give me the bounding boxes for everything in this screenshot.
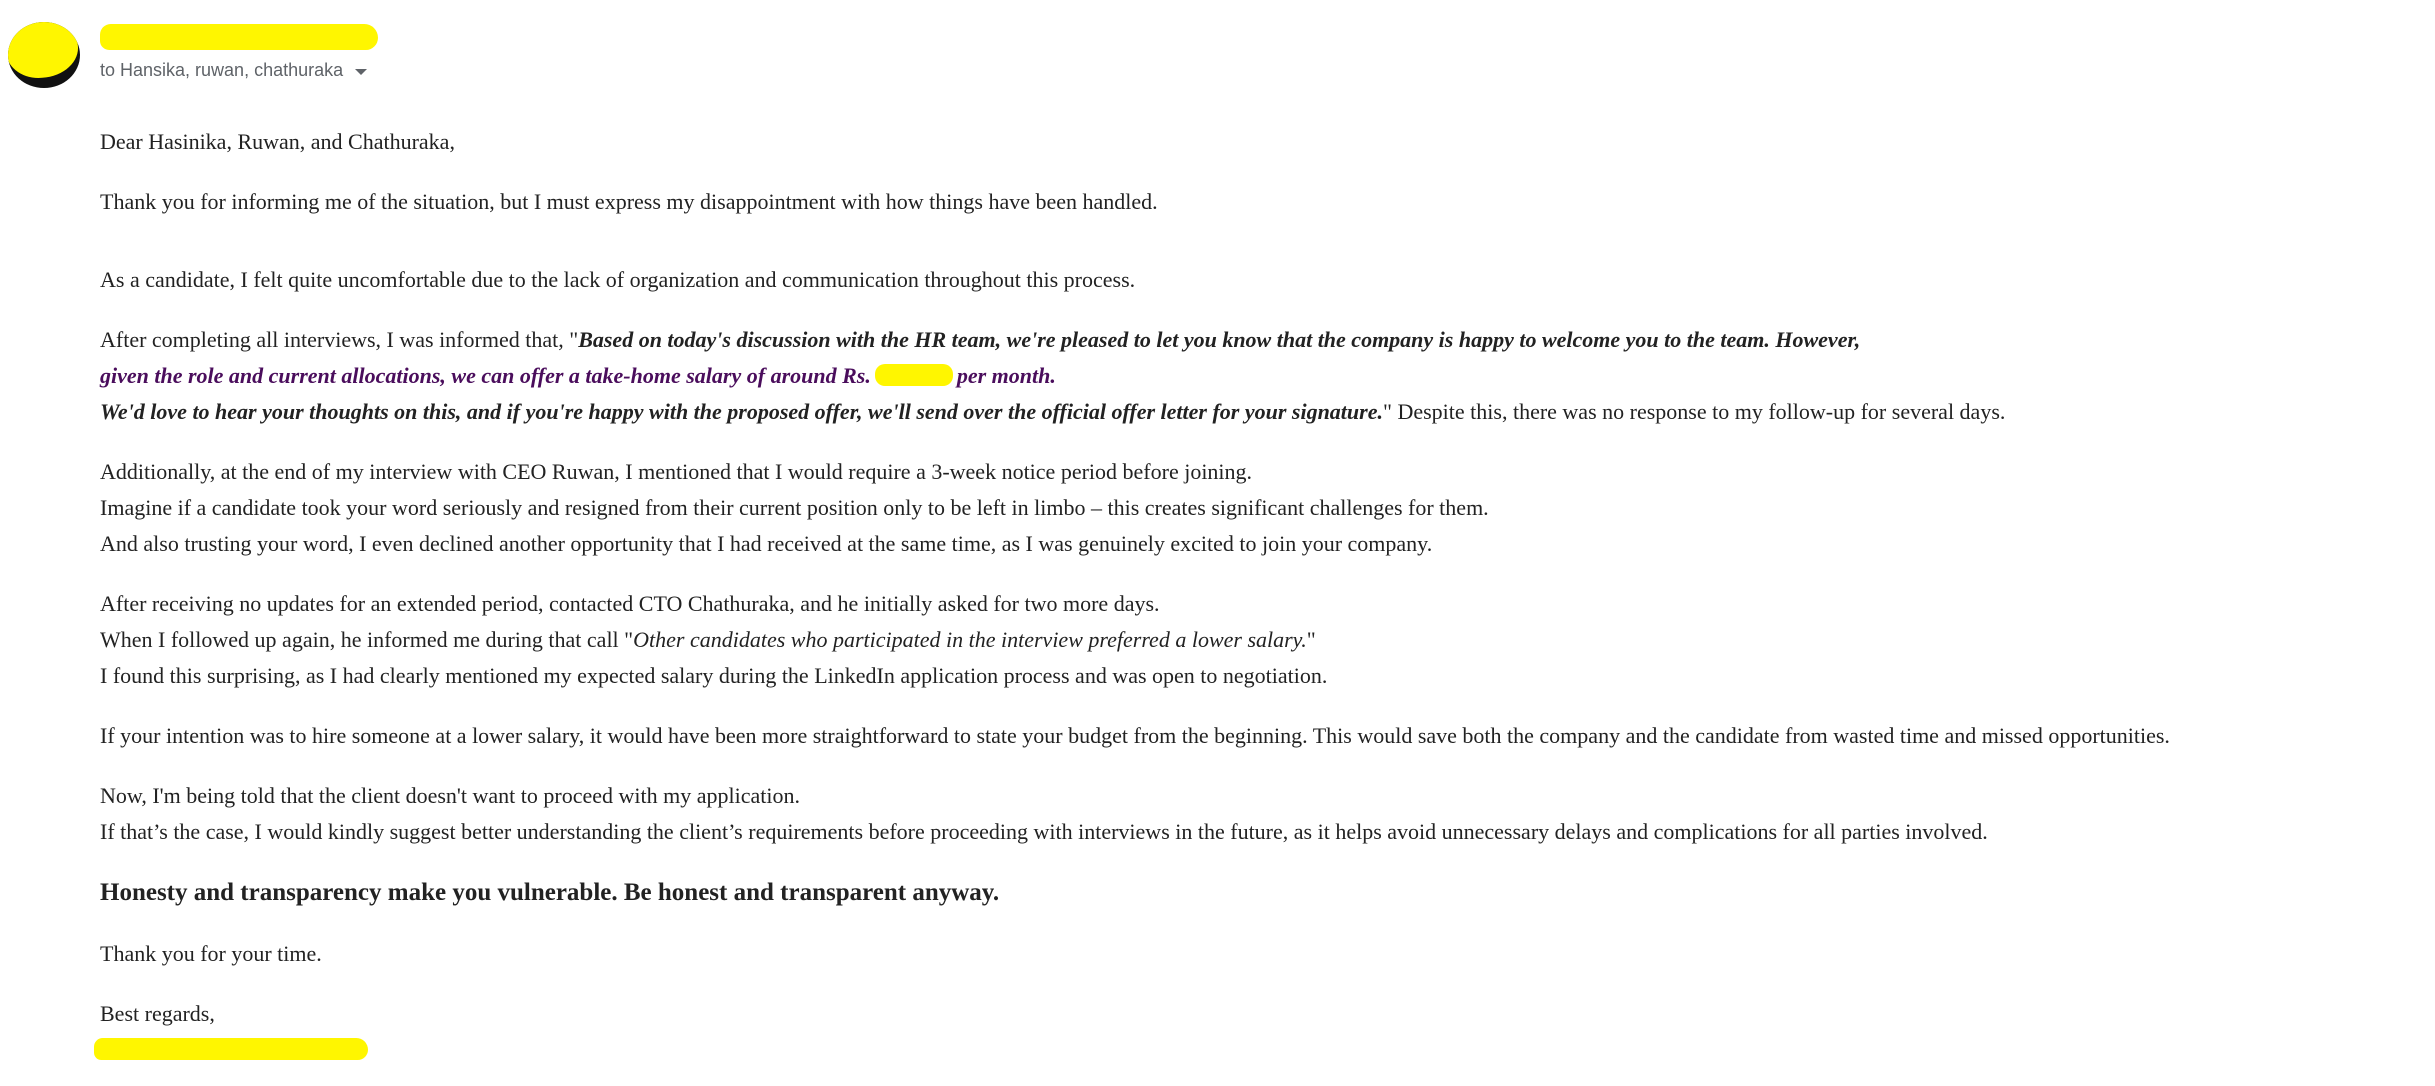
paragraph-offer-quote	[100, 322, 2400, 430]
salary-redaction	[875, 364, 953, 386]
offer-outro: " Despite this, there was no response to my follow-up for several days.	[1382, 399, 2006, 424]
sender-header	[100, 18, 380, 50]
client-line-2: If that’s the case, I would kindly suggest better understanding the client’s requirements before proceeding with interviews in the future, as it helps avoid unnecessary delays and complications for all parties involved.	[100, 819, 1988, 844]
client-line-1: Now, I'm being told that the client doesn't want to proceed with my application.	[100, 783, 800, 808]
greeting: Dear Hasinika, Ruwan, and Chathuraka,	[100, 129, 455, 154]
signature-redaction	[94, 1038, 368, 1060]
paragraph-thanks-info: Thank you for informing me of the situation, but I must express my disappointment with how things have been handled.	[100, 189, 1158, 214]
motto-heading: Honesty and transparency make you vulnerable. Be honest and transparent anyway.	[100, 879, 1000, 906]
offer-intro: After completing all interviews, I was informed that, "	[100, 327, 579, 352]
notice-line-3: And also trusting your word, I even declined another opportunity that I had received at the same time, as I was genuinely excited to join your company.	[100, 531, 1433, 556]
paragraph-cto-followup	[100, 586, 2400, 694]
offer-quote-line-2a: given the role and current allocations, we can offer a take-home salary of around Rs.	[100, 363, 871, 388]
sender-name[interactable]	[100, 18, 380, 50]
paragraph-client	[100, 778, 2400, 850]
offer-quote-line-3: We'd love to hear your thoughts on this, and if you're happy with the proposed offer, we'll send over the official offer letter for your signature.	[100, 399, 1383, 424]
recipients-line[interactable]	[100, 60, 367, 81]
sender-avatar[interactable]	[8, 22, 80, 88]
cto-line-2-outro: "	[1306, 627, 1316, 652]
caret-down-icon[interactable]	[355, 69, 367, 75]
cto-quote: Other candidates who participated in the interview preferred a lower salary.	[633, 627, 1307, 652]
notice-line-1: Additionally, at the end of my interview with CEO Ruwan, I mentioned that I would require a 3-week notice period before joining.	[100, 459, 1253, 484]
sender-name-redaction	[100, 24, 378, 50]
avatar-redaction	[8, 22, 78, 78]
signoff: Best regards,	[100, 1001, 215, 1026]
email-body	[100, 124, 2400, 1060]
offer-quote-line-2b: per month.	[956, 363, 1056, 388]
closing-thanks: Thank you for your time.	[100, 941, 322, 966]
paragraph-budget: If your intention was to hire someone at a lower salary, it would have been more straightforward to state your budget from the beginning. This would save both the company and the candidate from wasted time and missed opportunities.	[100, 723, 2170, 748]
cto-line-2-intro: When I followed up again, he informed me during that call "	[100, 627, 634, 652]
cto-line-3: I found this surprising, as I had clearly mentioned my expected salary during the LinkedIn application process and was open to negotiation.	[100, 663, 1328, 688]
paragraph-notice-period	[100, 454, 2400, 562]
paragraph-candidate-feeling: As a candidate, I felt quite uncomfortable due to the lack of organization and communication throughout this process.	[100, 267, 1136, 292]
notice-line-2: Imagine if a candidate took your word seriously and resigned from their current position only to be left in limbo – this creates significant challenges for them.	[100, 495, 1489, 520]
offer-quote-line-1: Based on today's discussion with the HR team, we're pleased to let you know that the company is happy to welcome you to the team. However,	[578, 327, 1861, 352]
cto-line-1: After receiving no updates for an extended period, contacted CTO Chathuraka, and he initially asked for two more days.	[100, 591, 1160, 616]
recipients-label: to Hansika, ruwan, chathuraka	[100, 60, 344, 80]
